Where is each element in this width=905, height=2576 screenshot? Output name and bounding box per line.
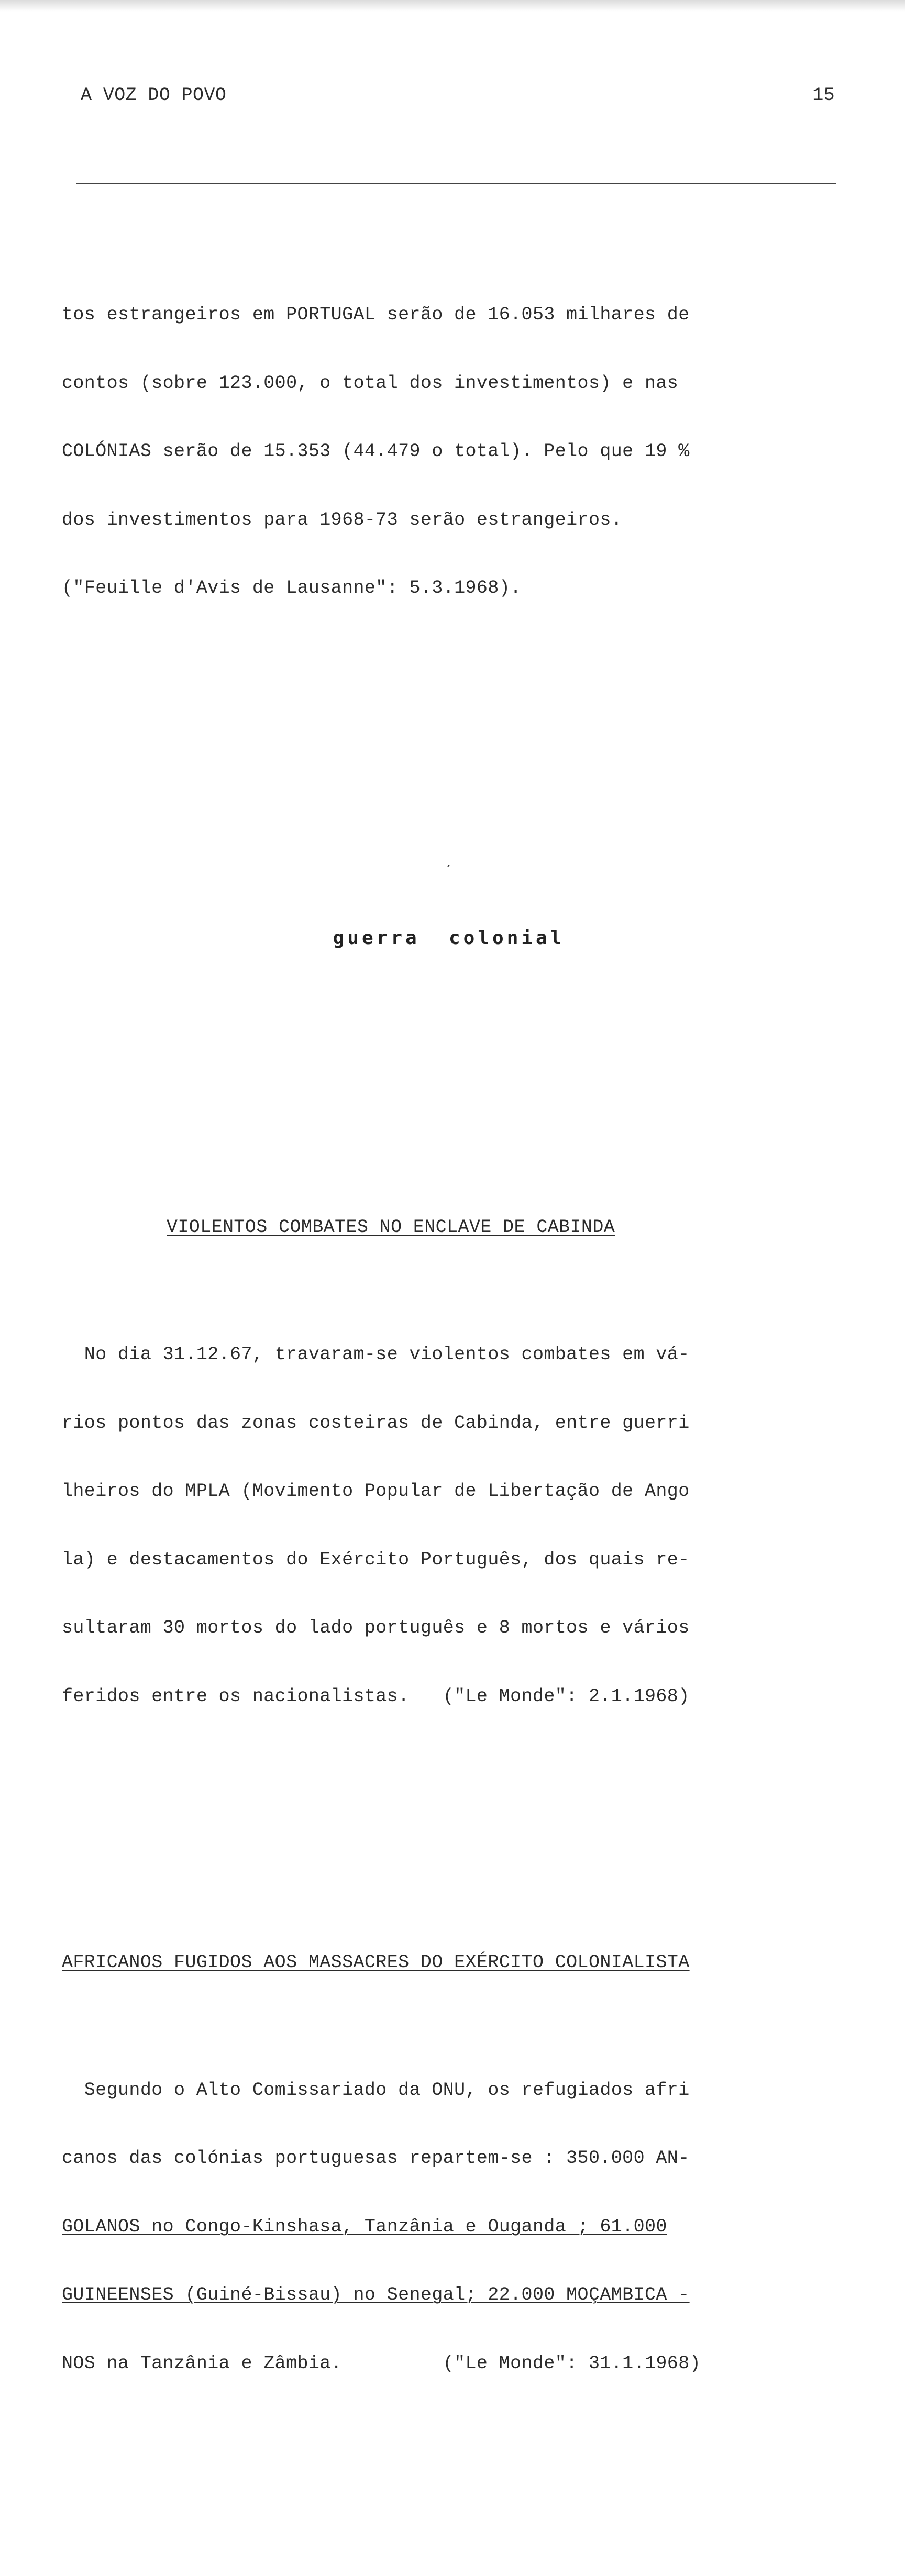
page-number: 15 — [812, 84, 835, 106]
article-line: la) e destacamentos do Exército Português, dos quais re- — [62, 1549, 690, 1570]
intro-paragraph — [62, 258, 836, 646]
article-heading: VIOLENTOS COMBATES NO ENCLAVE DE CABINDA — [167, 1216, 615, 1238]
running-header — [62, 84, 835, 107]
title-accent-mark: ´ — [444, 863, 454, 880]
article-refugees — [62, 1906, 836, 2420]
spacer — [62, 714, 836, 750]
article-line: GOLANOS no Congo-Kinshasa, Tanzânia e Ouganda ; 61.000 — [62, 2216, 667, 2237]
article-line: rios pontos das zonas costeiras de Cabinda, entre guerri — [62, 1412, 690, 1434]
header-rule — [76, 183, 836, 184]
article-line: sultaram 30 mortos do lado português e 8 mortos e vários — [62, 1617, 690, 1638]
publication-name: A VOZ DO POVO — [81, 84, 227, 106]
article-line: Segundo o Alto Comissariado da ONU, os refugiados afri — [62, 2079, 690, 2101]
intro-line: contos (sobre 123.000, o total dos investimentos) e nas — [62, 372, 679, 394]
intro-source: ("Feuille d'Avis de Lausanne": 5.3.1968). — [62, 578, 522, 598]
article-line: GUINEENSES (Guiné-Bissau) no Senegal; 22.000 MOÇAMBICA - — [62, 2284, 690, 2305]
article-mozambique — [62, 2573, 836, 2576]
scan-edge-shadow — [0, 0, 905, 12]
spacer — [62, 1822, 836, 1838]
article-heading: AFRICANOS FUGIDOS AOS MASSACRES DO EXÉRCITO COLONIALISTA — [62, 1952, 690, 1973]
spacer — [62, 1064, 836, 1102]
article-line: feridos entre os nacionalistas. ("Le Monde": 2.1.1968) — [62, 1685, 690, 1707]
article-line: canos das colónias portuguesas repartem-se : 350.000 AN- — [62, 2148, 690, 2169]
article-line: No dia 31.12.67, travaram-se violentos combates em vá- — [62, 1344, 690, 1365]
section-title-block — [62, 819, 836, 996]
typewritten-sheet — [62, 16, 836, 2576]
article-line: lheiros do MPLA (Movimento Popular de Libertação de Ango — [62, 1481, 690, 1502]
intro-line: COLÓNIAS serão de 15.353 (44.479 o total). Pelo que 19 % — [62, 441, 690, 462]
section-title: guerra colonial — [333, 927, 565, 949]
spacer — [62, 2489, 836, 2505]
article-line: NOS na Tanzânia e Zâmbia. ("Le Monde": 31.1.1968) — [62, 2352, 701, 2374]
article-cabinda — [62, 1171, 836, 1754]
intro-line: tos estrangeiros em PORTUGAL serão de 16.053 milhares de — [62, 304, 690, 325]
intro-line: dos investimentos para 1968-73 serão estrangeiros. — [62, 509, 623, 530]
